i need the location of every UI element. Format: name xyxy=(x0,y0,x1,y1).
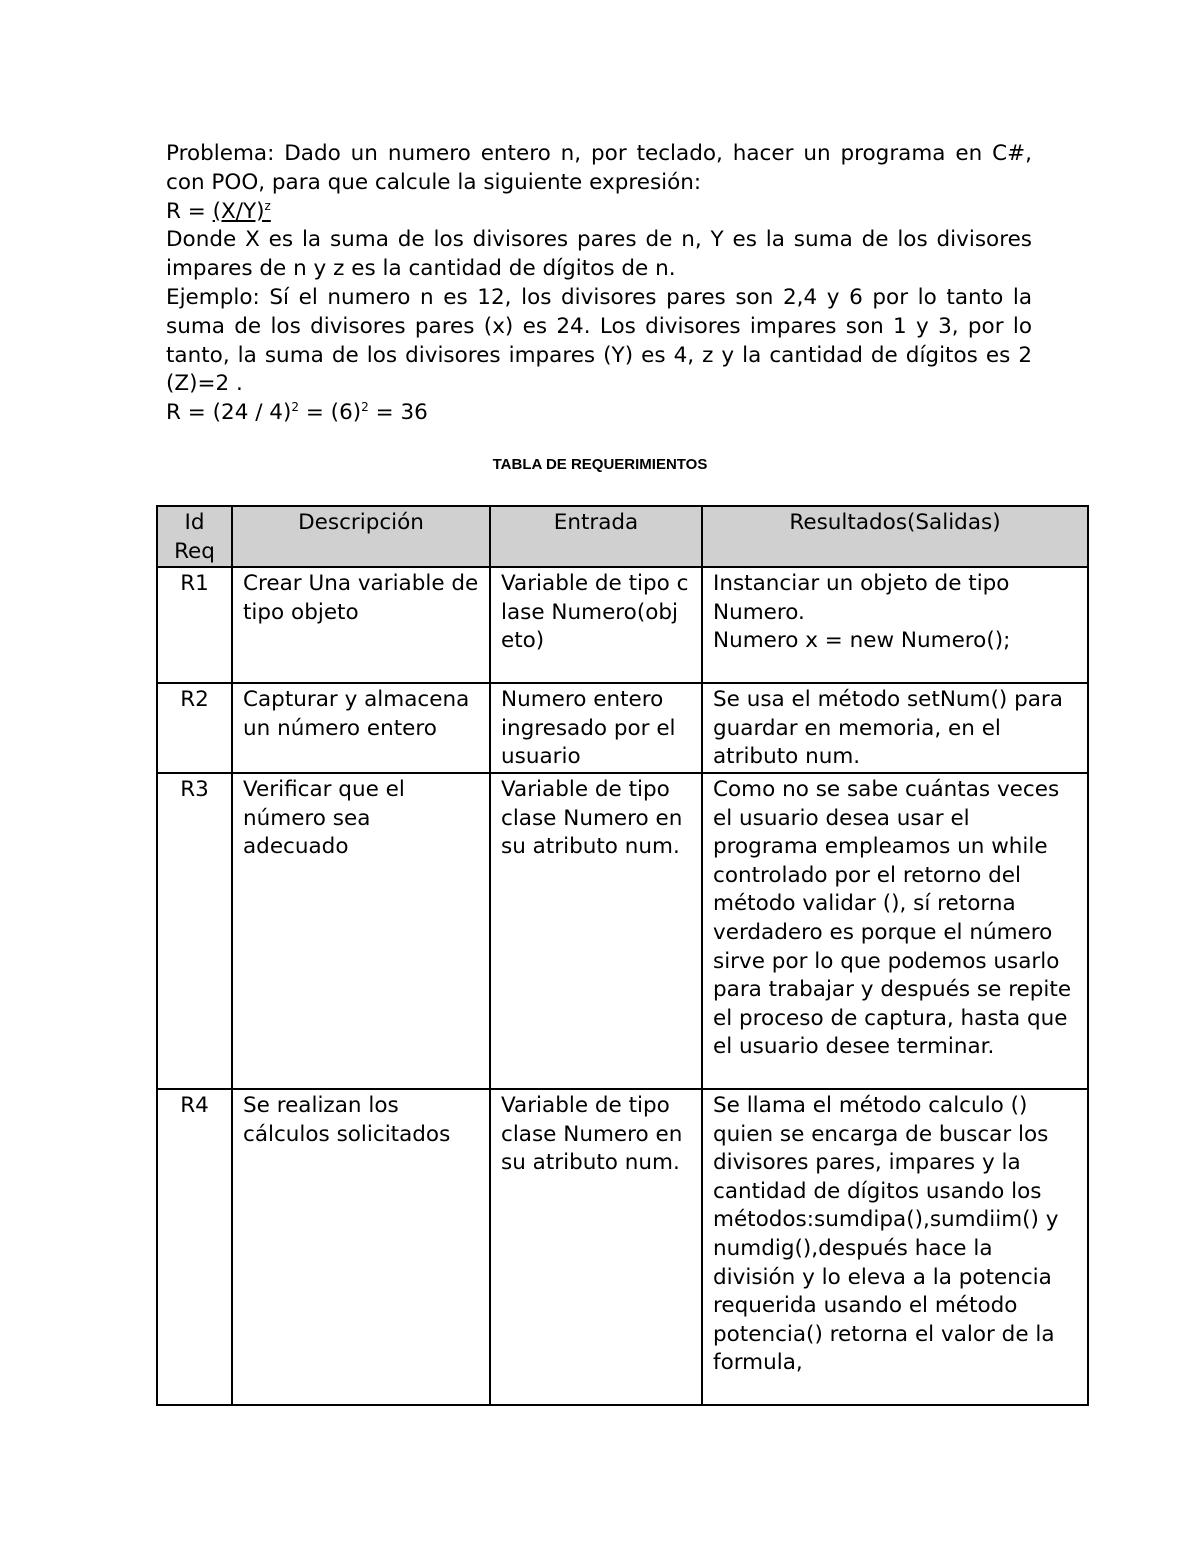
table-row xyxy=(157,773,1088,1089)
result-part-1: R = (24 / 4) xyxy=(166,400,292,426)
header-output: Resultados(Salidas) xyxy=(702,506,1088,567)
result-part-3: = 36 xyxy=(368,400,428,426)
problem-intro: Problema: Dado un numero entero n, por teclado, hacer un programa en C#, con POO, para que calcule la siguiente expresión: xyxy=(166,141,1032,195)
table-row xyxy=(157,1089,1088,1405)
formula-exponent: z xyxy=(264,198,271,213)
formula-prefix: R = xyxy=(166,198,213,224)
row-input: Numero entero ingresado por el usuario xyxy=(490,683,702,773)
header-description: Descripción xyxy=(232,506,490,567)
result-exponent-2: 2 xyxy=(361,400,369,415)
table-row xyxy=(157,567,1088,683)
requirements-table xyxy=(156,505,1089,1406)
result-part-2: = (6) xyxy=(299,400,362,426)
header-id: Id Req xyxy=(157,506,232,567)
example-result xyxy=(166,399,1032,428)
row-id: R4 xyxy=(157,1089,232,1405)
formula xyxy=(166,198,1032,227)
row-description: Se realizan los cálculos solicitados xyxy=(232,1089,490,1405)
header-input: Entrada xyxy=(490,506,702,567)
row-description: Capturar y almacena un número entero xyxy=(232,683,490,773)
row-input: Variable de tipo clase Numero en su atributo num. xyxy=(490,773,702,1089)
row-output: Instanciar un objeto de tipo Numero. Numero x = new Numero(); xyxy=(702,567,1088,683)
problem-statement xyxy=(166,140,1032,428)
row-output: Se llama el método calculo () quien se encarga de buscar los divisores pares, impares y la cantidad de dígitos usando los métodos:sumdipa(),sumdiim() y numdig(),después hace la división y lo eleva a la potencia requerida usando el método potencia() retorna el valor de la formula, xyxy=(702,1089,1088,1405)
row-description: Crear Una variable de tipo objeto xyxy=(232,567,490,683)
row-input: Variable de tipo clase Numero(objeto) xyxy=(490,567,702,683)
row-id: R3 xyxy=(157,773,232,1089)
row-output: Como no se sabe cuántas veces el usuario desea usar el programa empleamos un while controlado por el retorno del método validar (), sí retorna verdadero es porque el número sirve por lo que podemos usarlo para trabajar y después se repite el proceso de captura, hasta que el usuario desee terminar. xyxy=(702,773,1088,1089)
problem-definition: Donde X es la suma de los divisores pares de n, Y es la suma de los divisores impares de n y z es la cantidad de dígitos de n. xyxy=(166,227,1032,282)
table-title: TABLA DE REQUERIMIENTOS xyxy=(492,456,708,473)
row-id: R1 xyxy=(157,567,232,683)
table-header-row xyxy=(157,506,1088,567)
result-exponent-1: 2 xyxy=(291,400,299,415)
problem-example: Ejemplo: Sí el numero n es 12, los divisores pares son 2,4 y 6 por lo tanto la suma de los divisores pares (x) es 24. Los divisores impares son 1 y 3, por lo tanto, la suma de los divisores impares (Y) es 4, z y la cantidad de dígitos es 2 (Z)=2 . xyxy=(166,284,1032,397)
row-description: Verificar que el número sea adecuado xyxy=(232,773,490,1089)
row-output: Se usa el método setNum() para guardar en memoria, en el atributo num. xyxy=(702,683,1088,773)
formula-base-text: (X/Y) xyxy=(212,198,265,224)
row-id: R2 xyxy=(157,683,232,773)
table-row xyxy=(157,683,1088,773)
formula-base xyxy=(213,199,271,224)
row-input: Variable de tipo clase Numero en su atributo num. xyxy=(490,1089,702,1405)
